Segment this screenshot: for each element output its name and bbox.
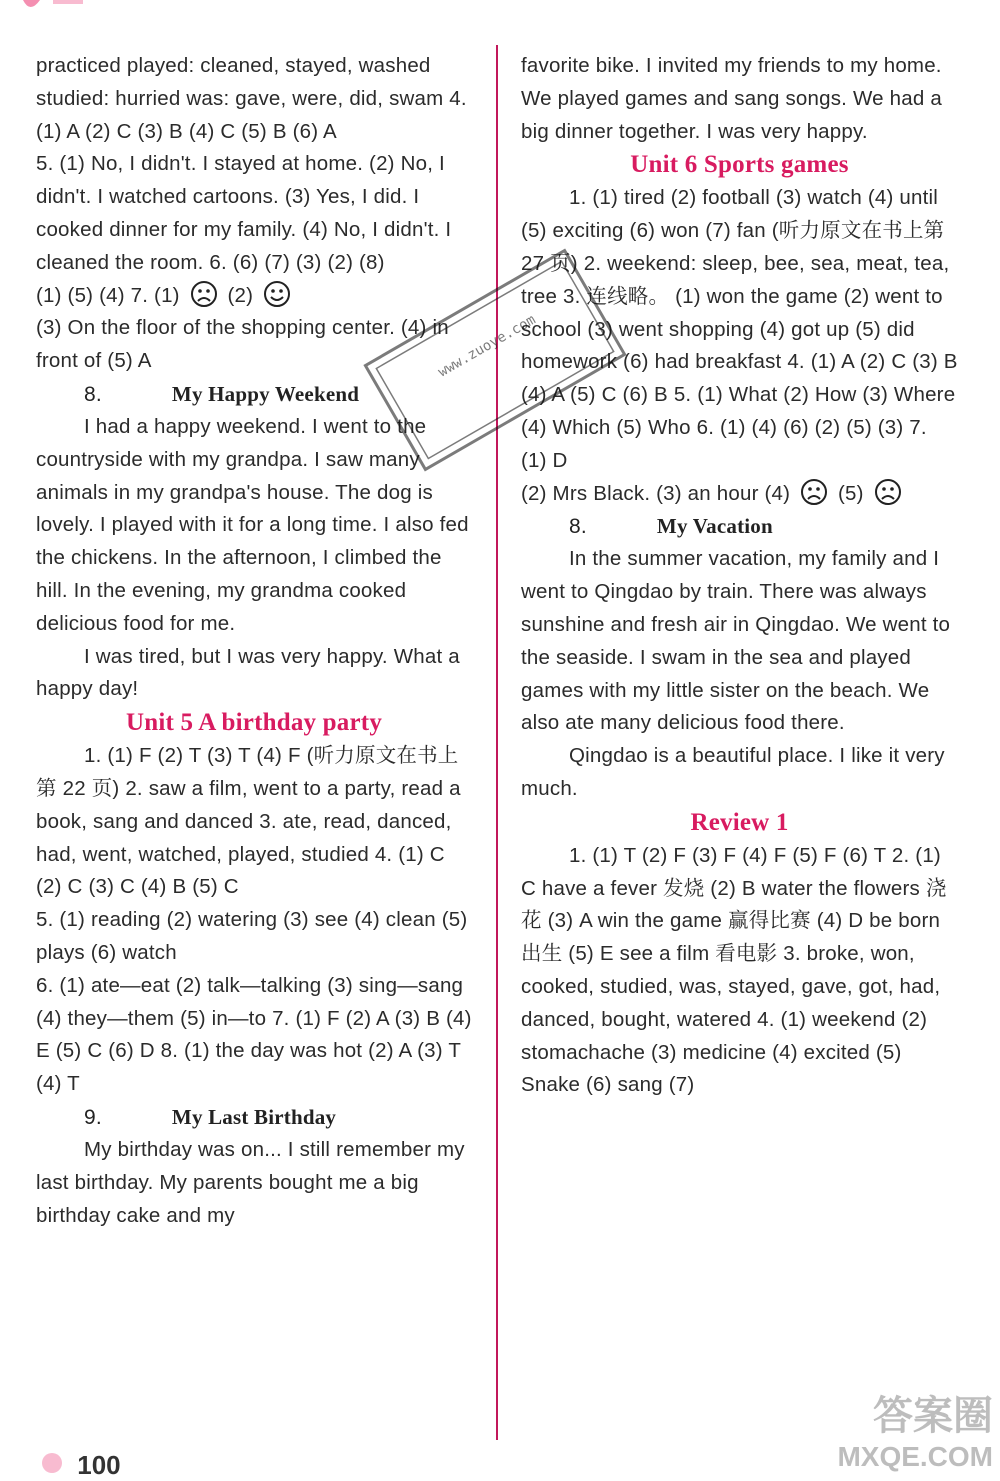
answer-paragraph: (2) Mrs Black. (3) an hour (4) (5) <box>521 478 958 511</box>
answer-paragraph: 1. (1) T (2) F (3) F (4) F (5) F (6) T 2. (1) C have a fever 发烧 (2) B water the flowers 浇花 (3) A win the game 赢得比赛 (4) D be born 出生 (5) E see a film 看电影 3. broke, won, cooked, studied, was, stayed, gave, got, had, danced, bought, watered 4. (1) weekend (2) stomachache (3) medicine (4) excited (5) Snake (6) sang (7) <box>521 843 947 1097</box>
answer-paragraph: 5. (1) reading (2) watering (3) see (4) clean (5) plays (6) watch <box>36 908 468 964</box>
site-watermark: 答案圈 MXQE.COM <box>837 1394 993 1472</box>
unit-title: Unit 6 Sports games <box>630 151 849 179</box>
essay-paragraph: In the summer vacation, my family and I went to Qingdao by train. There was always sunshine and fresh air in Qingdao. We went to the seaside. I swam in the sea and played games with my little sister on the beach. We also ate many delicious food there. <box>521 547 951 735</box>
essay-paragraph: My birthday was on... I still remember my last birthday. My parents bought me a big birthday cake and my <box>36 1137 465 1227</box>
sad-face-icon <box>190 280 218 308</box>
essay-title: 8. My Vacation <box>569 514 773 539</box>
answer-paragraph: 1. (1) F (2) T (3) T (4) F (听力原文在书上第 22 页) 2. saw a film, went to a party, read a book, sang and danced 3. ate, read, danced, had, went, watched, played, studied 4. (1) C (2) C (3) C (4) B (5) C <box>36 744 461 899</box>
answer-paragraph: 5. (1) No, I didn't. I stayed at home. (2) No, I didn't. I watched cartoons. (3) Yes, I did. I cooked dinner for my family. (4) No, I didn't. I cleaned the room. 6. (6) (7) (3) (2) (8) <box>36 152 452 274</box>
unit-title: Review 1 <box>690 808 789 836</box>
essay-title: 9. My Last Birthday <box>84 1104 337 1129</box>
answer-paragraph: 1. (1) tired (2) football (3) watch (4) until (5) exciting (6) won (7) fan (听力原文在书上第 27 页) 2. weekend: sleep, bee, sea, meat, tea, tree 3. 连线略。 (1) won the game (2) went to school (3) went shopping (4) got up (5) did homework (6) had breakfast 4. (1) A (2) C (3) B (4) A (5) C (6) B 5. (1) What (2) How (3) Where (4) Which (5) Who 6. (1) (4) (6) (2) (5) (3) 7. (1) D <box>521 186 958 472</box>
svg-text:www.zuoye.com: www.zuoye.com <box>435 311 539 381</box>
essay-paragraph: Qingdao is a beautiful place. I like it very much. <box>521 744 945 800</box>
page-number: 100 <box>40 1448 160 1481</box>
answer-paragraph: (3) On the floor of the shopping center. (4) in front of (5) A <box>36 316 449 373</box>
sad-face-icon <box>874 478 902 506</box>
answer-paragraph: 6. (1) ate—eat (2) talk—talking (3) sing—sang (4) they—them (5) in—to 7. (1) F (2) A (3) B (4) E (5) C (6) D 8. (1) the day was hot (2) A (3) T (4) T <box>36 973 472 1096</box>
corner-flower-icon <box>18 0 88 14</box>
page-decoration-icon <box>40 1448 70 1478</box>
essay-paragraph: I was tired, but I was very happy. What a happy day! <box>36 644 460 701</box>
unit-title: Unit 5 A birthday party <box>125 709 383 737</box>
left-column <box>36 50 472 1232</box>
answer-paragraph: (1) (5) (4) 7. (1) (2) <box>36 280 472 313</box>
essay-paragraph: favorite bike. I invited my friends to my home. We played games and sang songs. We had a big dinner together. I was very happy. <box>521 54 942 143</box>
column-divider <box>496 45 498 1440</box>
essay-paragraph: I had a happy weekend. I went to the countryside with my grandpa. I saw many animals in my grandpa's house. The dog is lovely. I played with it for a long time. I also fed the chickens. In the afternoon, I climbed the hill. In the evening, my grandma cooked delicious food for me. <box>36 414 469 635</box>
essay-title: 8. My Happy Weekend <box>84 381 360 406</box>
answer-paragraph: practiced played: cleaned, stayed, washed studied: hurried was: gave, were, did, swam 4. (1) A (2) C (3) B (4) C (5) B (6) A <box>36 54 467 143</box>
sad-face-icon <box>800 478 828 506</box>
right-column <box>521 50 958 1102</box>
happy-face-icon <box>263 280 291 308</box>
